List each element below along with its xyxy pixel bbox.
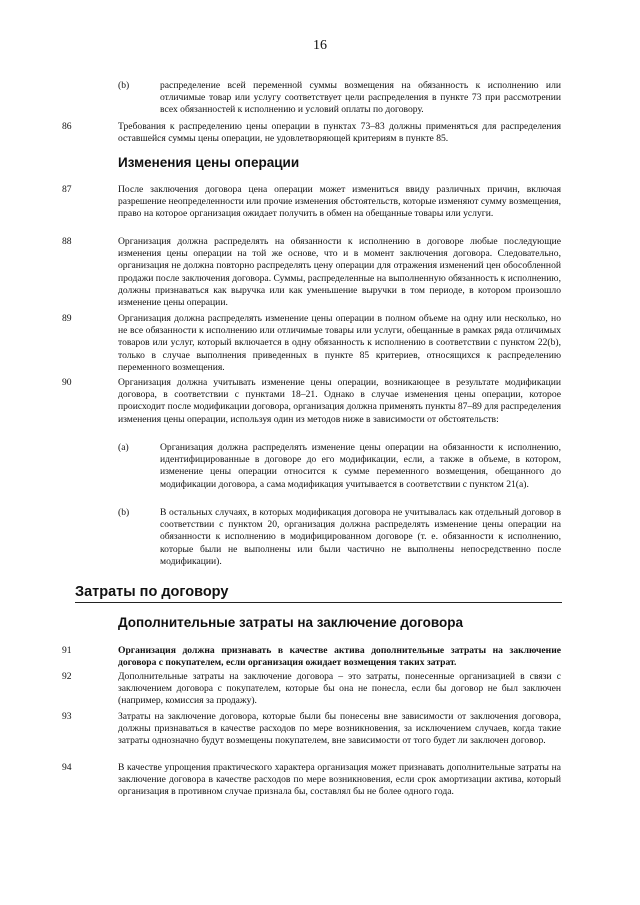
paragraph-number: 92 (62, 671, 72, 682)
paragraph-number: 89 (62, 313, 72, 324)
section-title: Затраты по договору (75, 584, 229, 600)
paragraph-number: 86 (62, 121, 72, 132)
paragraph-text: Затраты на заключение договора, которые были бы понесены вне зависимости от заключения договора, должны признаваться в качестве расходов по мере возникновения, за исключением случаев, когда такие затраты однозначно будут возмещены покупателем, вне зависимости от того будет ли заключен договор. (118, 711, 561, 747)
paragraph-text: Организация должна распределять изменение цены операции в полном объеме на одну или несколько, но не все обязанности к исполнению или отличимые товары или услуги, обещанные в рамках ряда отличимых товаров или услуг, который включается в одну обязанность к исполнению в соответствии с пунктом 22(b), только в случае выполнения приведенных в пункте 85 критериев, относящихся к распределению переменного возмещения. (118, 313, 561, 373)
paragraph-text: В качестве упрощения практического характера организация может признавать дополнительные затраты на заключение договора в качестве расходов по мере возникновения, если срок амортизации актива, который организация в противном случае признала бы, составлял бы не более одного года. (118, 762, 561, 798)
section-heading: Изменения цены операции (118, 155, 300, 170)
list-label: (b) (118, 507, 130, 518)
list-label: (b) (118, 80, 130, 91)
paragraph-text: Требования к распределению цены операции в пунктах 73–83 должны применяться для распределения оставшейся суммы цены операции, не удовлетворяющей критериям в пункте 85. (118, 121, 561, 145)
page-number: 16 (313, 38, 327, 53)
paragraph-text: Организация должна учитывать изменение цены операции, возникающее в результате модификации договора, в соответствии с пунктами 18–21. Однако в случае изменения цены операции, которое происходит после модификации договора, организация должна применять пункты 87–89 для распределения изменения цены операции, используя один из методов ниже в зависимости от обстоятельств: (118, 377, 561, 425)
list-label: (a) (118, 442, 129, 453)
section-heading: Дополнительные затраты на заключение договора (118, 615, 464, 630)
list-text: Организация должна распределять изменение цены операции на обязанности к исполнению, идентифицированные в договоре до его модификации, если, а также в объеме, в котором, изменение цены операции относится к сумме переменного возмещения, обещанного до модификации договора, а сама модификация учитывается в соответствии с пунктом 21(а). (160, 442, 561, 490)
paragraph-number: 93 (62, 711, 72, 722)
paragraph-number: 87 (62, 184, 72, 195)
list-text: В остальных случаях, в которых модификация договора не учитывалась как отдельный договор в соответствии с пунктом 20, организация должна распределять изменение цены операции на обязанности к исполнению в модифицированном договоре (т. е. обязанности к исполнению, которые были не выполнены или были частично не выполнены непосредственно после модификации). (160, 507, 561, 567)
paragraph-number: 88 (62, 236, 72, 247)
paragraph-number: 94 (62, 762, 72, 773)
list-text: распределение всей переменной суммы возмещения на обязанность к исполнению или отличимые товар или услугу соответствует цели распределения в пункте 73 при рассмотрении всех обязанностей к исполнению и условий оплаты по договору. (160, 80, 561, 116)
paragraph-number: 90 (62, 377, 72, 388)
paragraph-text: Организация должна признавать в качестве актива дополнительные затраты на заключение договора с покупателем, если организация ожидает возмещения таких затрат. (118, 645, 561, 669)
paragraph-text: После заключения договора цена операции может измениться ввиду различных причин, включая разрешение неопределенности или прочие изменения обстоятельств, которые изменяют сумму возмещения, право на которое организация ожидает получить в обмен на обещанные товары или услуги. (118, 184, 561, 220)
section-divider (75, 602, 562, 603)
paragraph-text: Дополнительные затраты на заключение договора – это затраты, понесенные организацией в связи с заключением договора с покупателем, которые бы она не понесла, если бы договор не был заключен (например, комиссия за продажу). (118, 671, 561, 707)
paragraph-number: 91 (62, 645, 72, 656)
paragraph-text: Организация должна распределять на обязанности к исполнению в договоре любые последующие изменения цены операции на той же основе, что и в момент заключения договора. Следовательно, организация не должна повторно распределять цену операции для отражения изменений цен обособленной продажи после заключения договора. Суммы, распределенные на выполненную обязанность к исполнению, должны признаваться как выручка или как уменьшение выручки в том периоде, в котором произошло изменение цены операции. (118, 236, 561, 309)
